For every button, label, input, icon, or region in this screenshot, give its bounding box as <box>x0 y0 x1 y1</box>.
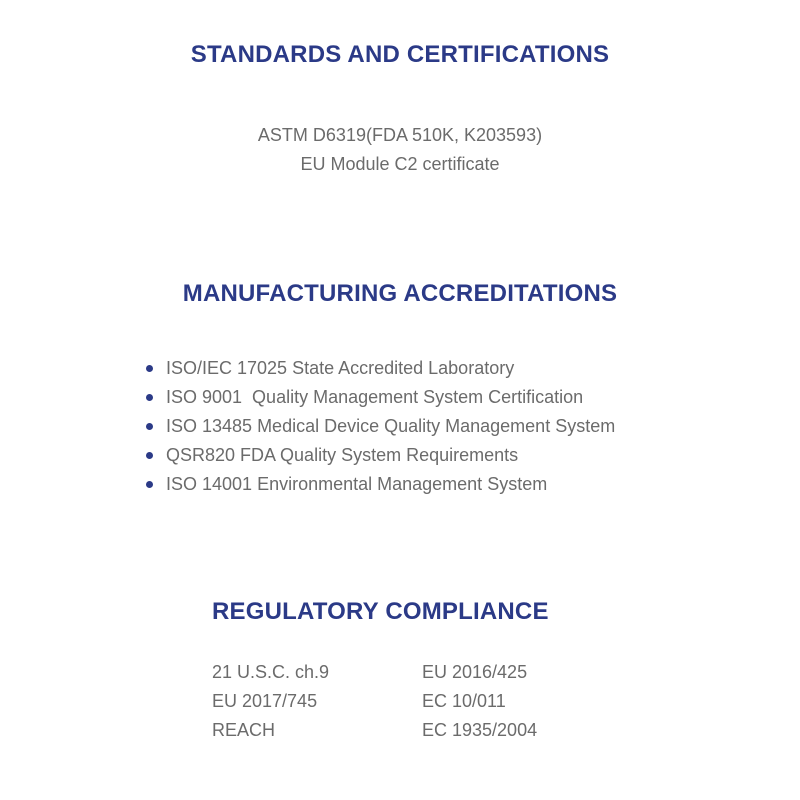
bullet-icon <box>146 394 153 401</box>
bullet-icon <box>146 365 153 372</box>
list-item-text: QSR820 FDA Quality System Requirements <box>166 445 519 465</box>
regulation-item: REACH <box>212 720 276 740</box>
regulation-item: EC 10/011 <box>422 691 506 711</box>
regulation-item: EU 2017/745 <box>212 691 318 711</box>
bullet-icon <box>146 423 153 430</box>
manufacturing-list <box>146 354 615 499</box>
list-item <box>146 354 615 383</box>
regulatory-left-column <box>212 658 329 745</box>
regulation-item: EU 2016/425 <box>422 662 528 682</box>
regulatory-right-column <box>422 658 537 745</box>
list-item-text: ISO/IEC 17025 State Accredited Laboratory <box>166 358 515 378</box>
standards-line: ASTM D6319(FDA 510K, K203593) <box>257 125 543 145</box>
list-item-text: ISO 14001 Environmental Management System <box>166 474 548 494</box>
list-item <box>146 470 615 499</box>
list-item <box>146 441 615 470</box>
regulatory-heading: REGULATORY COMPLIANCE <box>212 598 549 625</box>
manufacturing-heading: MANUFACTURING ACCREDITATIONS <box>182 280 618 307</box>
regulation-item: 21 U.S.C. ch.9 <box>212 662 330 682</box>
bullet-icon <box>146 452 153 459</box>
list-item <box>146 412 615 441</box>
list-item-text: ISO 9001 Quality Management System Certification <box>166 387 584 407</box>
regulation-item: EC 1935/2004 <box>422 720 538 740</box>
list-item <box>146 383 615 412</box>
standards-list <box>0 121 800 179</box>
standards-line: EU Module C2 certificate <box>300 154 500 174</box>
bullet-icon <box>146 481 153 488</box>
list-item-text: ISO 13485 Medical Device Quality Management System <box>166 416 616 436</box>
standards-heading: STANDARDS AND CERTIFICATIONS <box>190 41 610 68</box>
